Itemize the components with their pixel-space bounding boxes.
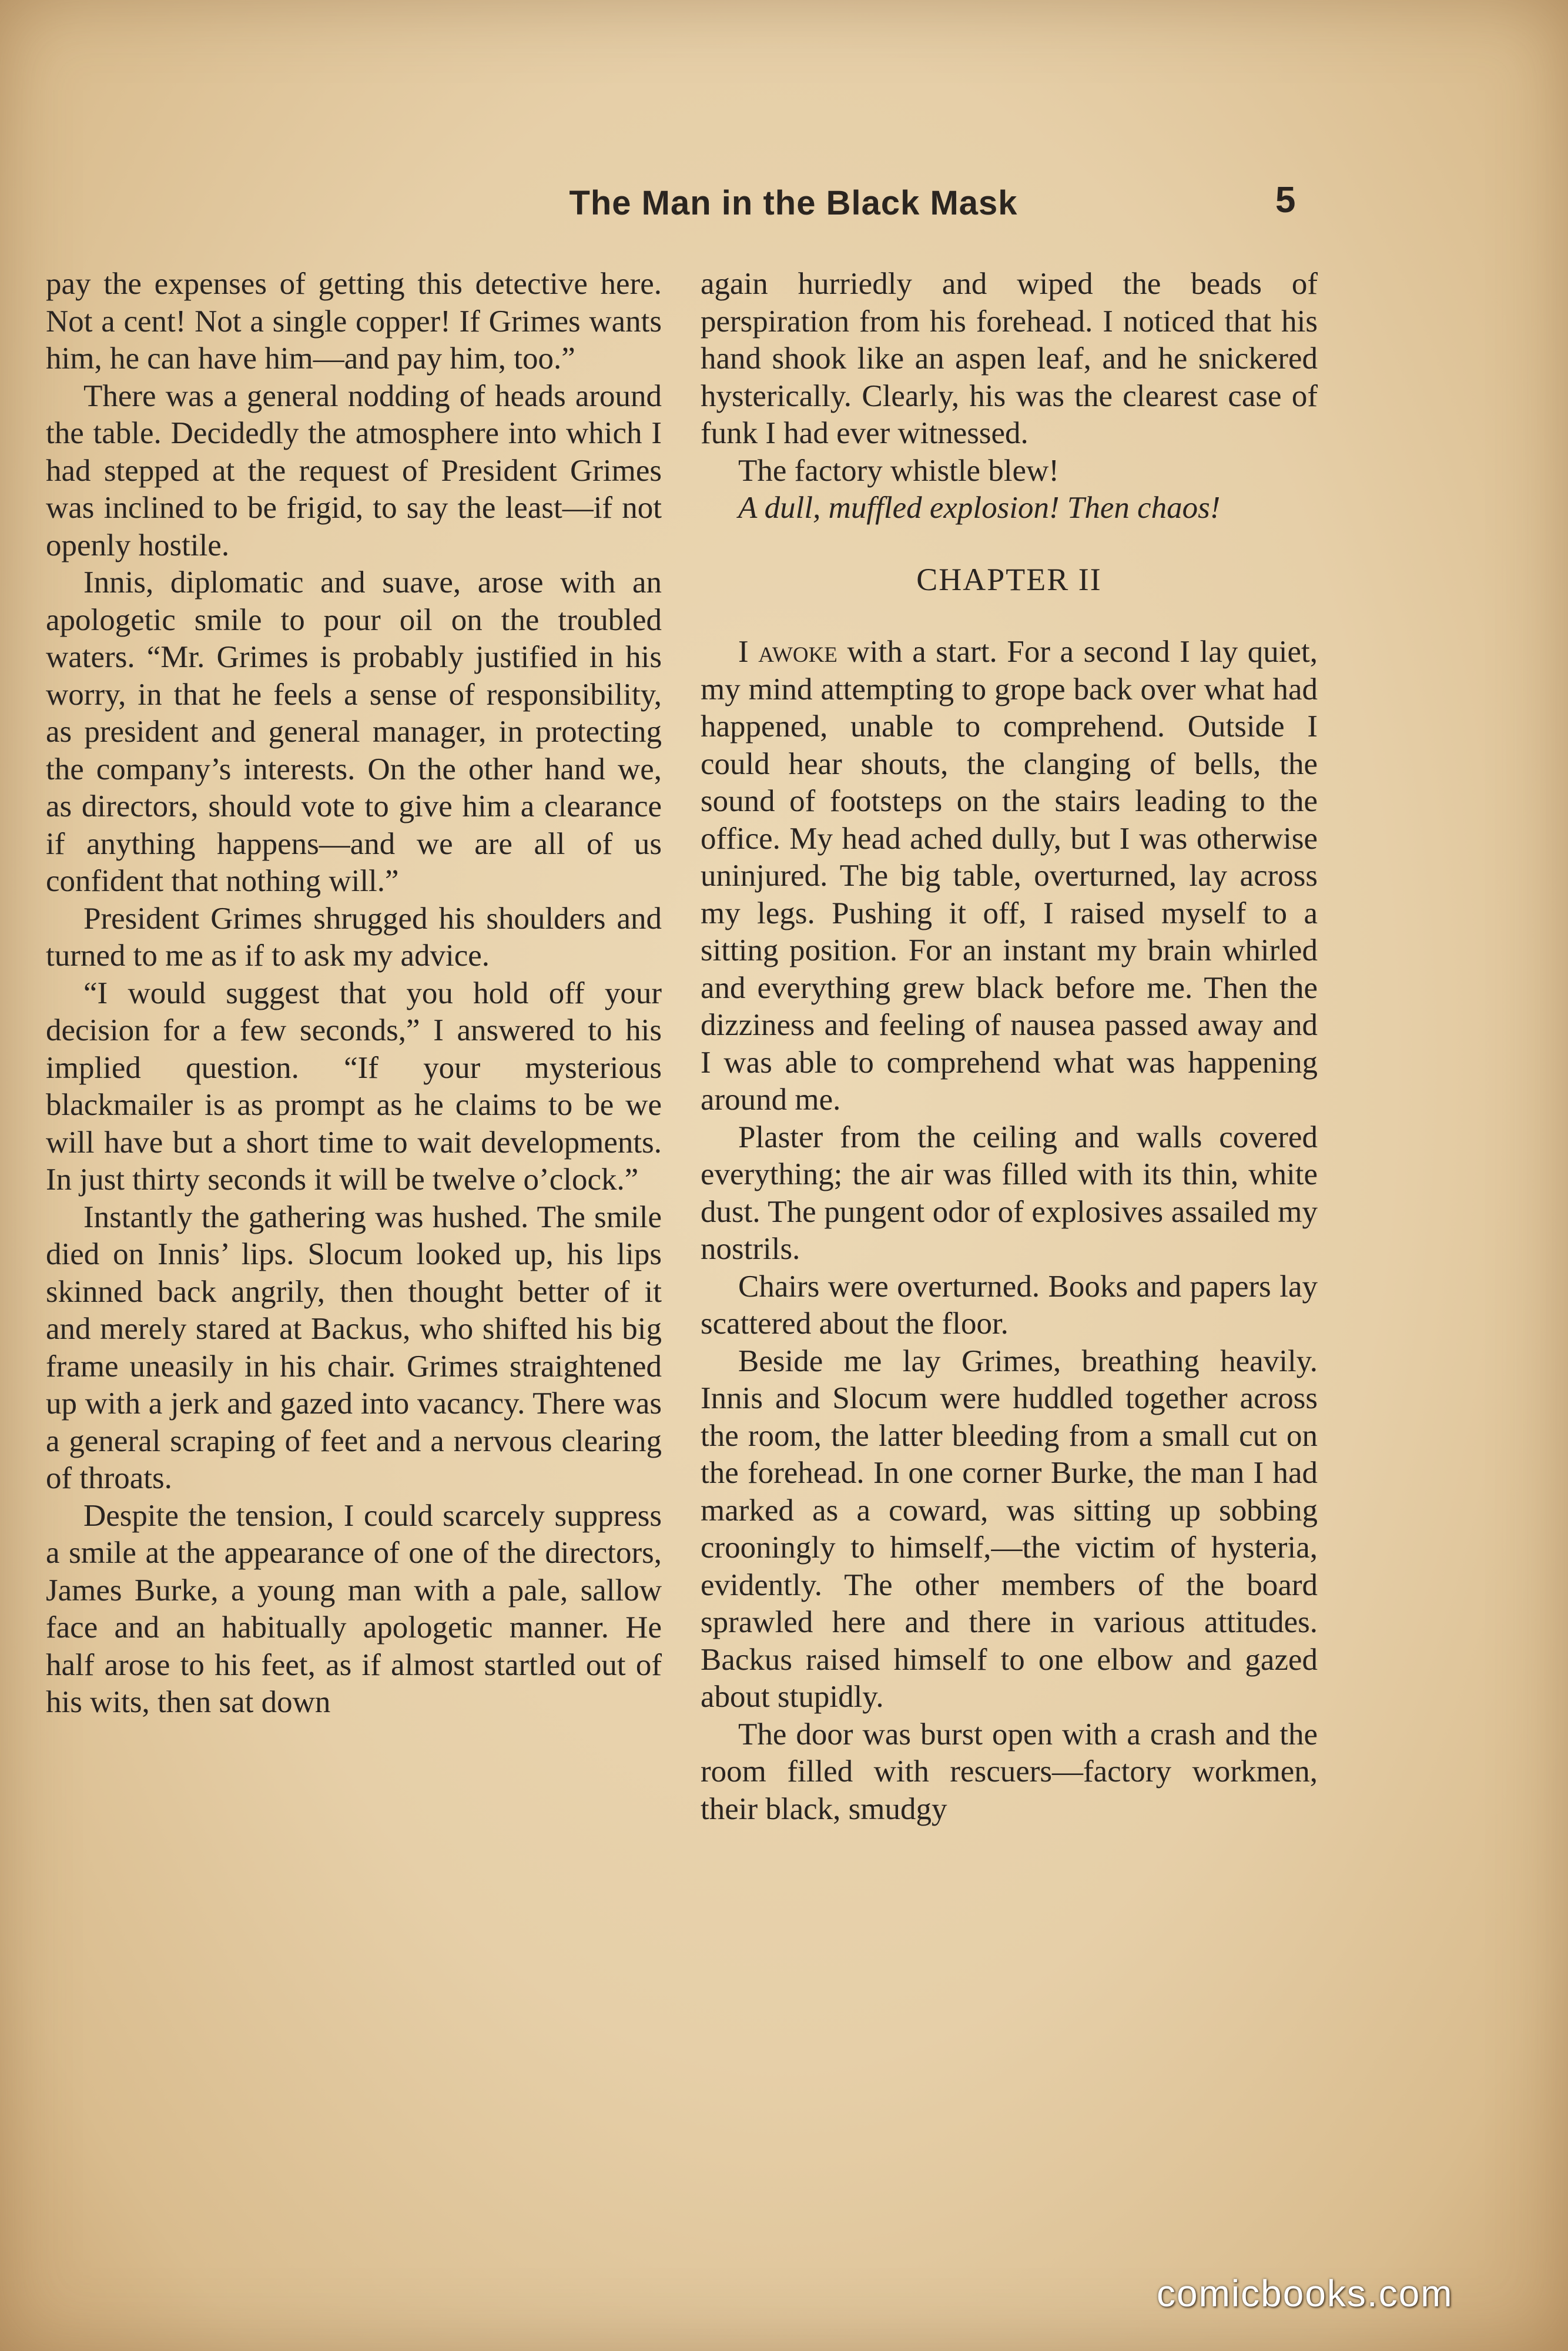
chapter-heading: CHAPTER II: [916, 561, 1102, 597]
paragraph: pay the expenses of getting this detective here. Not a cent! Not a single copper! If Grimes wants him, he can have him—and pay him, too.”: [46, 267, 662, 376]
paragraph: “I would suggest that you hold off your decision for a few seconds,” I answered to his implied question. “If your mysterious blackmailer is as prompt as he claims to be we will have but a short time to wait developments. In just thirty seconds it will be twelve o’clock.”: [46, 976, 662, 1197]
paragraph: Beside me lay Grimes, breathing heavily. Innis and Slocum were huddled together across the room, the latter bleeding from a small cut on the forehead. In one corner Burke, the man I had marked as a coward, was sitting up sobbing crooningly to himself,—the victim of hysteria, evidently. The other members of the board sprawled here and there in various attitudes. Backus raised himself to one elbow and gazed about stupidly.: [701, 1344, 1318, 1714]
chapter-opening-words: I awoke: [738, 635, 837, 669]
italic-paragraph: A dull, muffled explosion! Then chaos!: [738, 491, 1221, 525]
paragraph: again hurriedly and wiped the beads of perspiration from his forehead. I noticed that his hand shook like an aspen leaf, and he snickered hysterically. Clearly, his was the clearest case of funk I had ever witnessed.: [701, 267, 1318, 450]
right-column: [701, 266, 1318, 1828]
paragraph: Plaster from the ceiling and walls covered everything; the air was filled with its thin, white dust. The pungent odor of explosives assailed my nostrils.: [701, 1120, 1318, 1266]
chapter-opening-paragraph: [701, 634, 1318, 1119]
site-watermark: comicbooks.com: [1157, 2272, 1453, 2315]
paragraph: Chairs were overturned. Books and papers lay scattered about the floor.: [701, 1269, 1318, 1341]
chapter-opening-text: with a start. For a second I lay quiet, my mind attempting to grope back over what had happened, unable to comprehend. Outside I could hear shouts, the clanging of bells, the sound of footsteps on the stairs leading to the office. My head ached dully, but I was otherwise uninjured. The big table, overturned, lay across my legs. Pushing it off, I raised myself to a sitting position. For an instant my brain whirled and everything grew black before me. Then the dizziness and feeling of nausea passed away and I was able to comprehend what was happening around me.: [701, 635, 1318, 1117]
paragraph: Innis, diplomatic and suave, arose with an apologetic smile to pour oil on the troubled waters. “Mr. Grimes is probably justified in his worry, in that he feels a sense of responsibility, as president and general manager, in protecting the company’s interests. On the other hand we, as directors, should vote to give him a clearance if anything happens—and we are all of us confident that nothing will.”: [46, 565, 662, 898]
paragraph: The factory whistle blew!: [738, 453, 1059, 488]
paragraph: The door was burst open with a crash and the room filled with rescuers—factory workmen, their black, smudgy: [701, 1717, 1318, 1826]
paragraph: President Grimes shrugged his shoulders and turned to me as if to ask my advice.: [46, 901, 662, 973]
left-column: [46, 266, 662, 1722]
running-head: The Man in the Black Mask: [569, 184, 1018, 222]
paragraph: There was a general nodding of heads around the table. Decidedly the atmosphere into which I had stepped at the request of President Grimes was inclined to be frigid, to say the least—if not openly hostile.: [46, 379, 662, 562]
paragraph: Despite the tension, I could scarcely suppress a smile at the appearance of one of the directors, James Burke, a young man with a pale, sallow face and an habitually apologetic manner. He half arose to his feet, as if almost startled out of his wits, then sat down: [46, 1498, 662, 1719]
paragraph: Instantly the gathering was hushed. The smile died on Innis’ lips. Slocum looked up, his lips skinned back angrily, then thought better of it and merely stared at Backus, who shifted his big frame uneasily in his chair. Grimes straightened up with a jerk and gazed into vacancy. There was a general scraping of feet and a nervous clearing of throats.: [46, 1200, 662, 1495]
page-number: 5: [1275, 180, 1296, 220]
